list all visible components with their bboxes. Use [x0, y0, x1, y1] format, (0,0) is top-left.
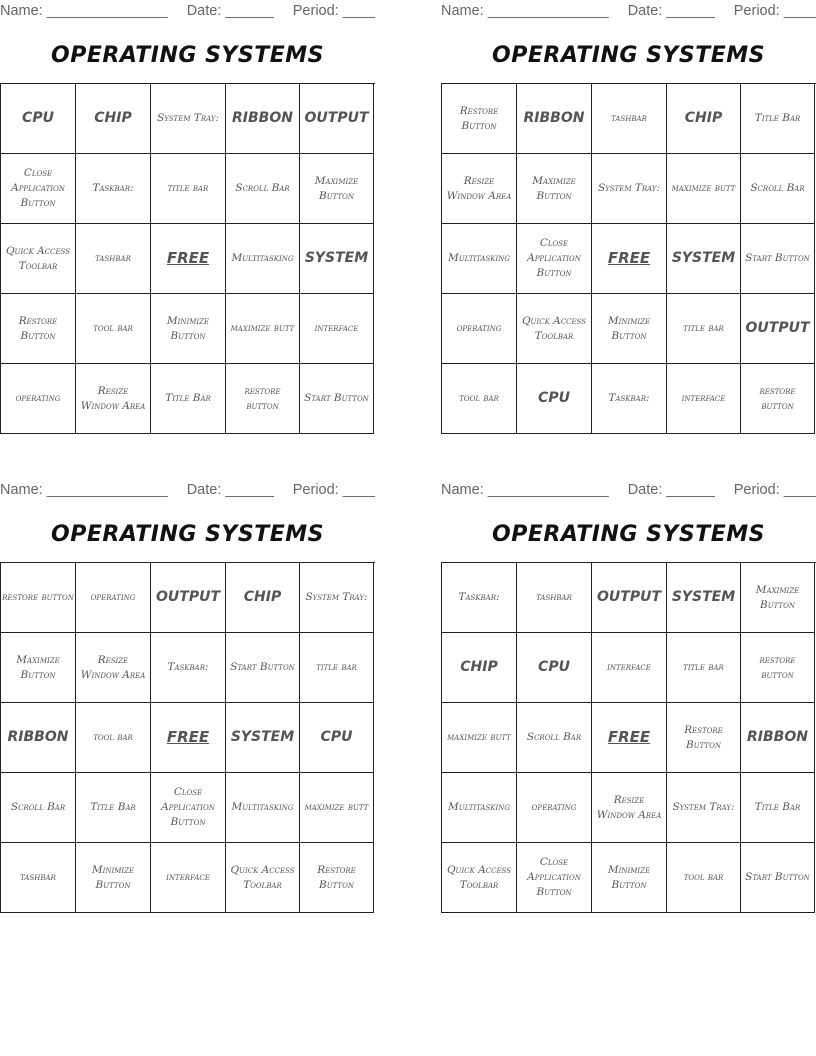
bingo-cell-label: tashbar	[536, 591, 572, 603]
bingo-cell	[1, 843, 76, 913]
bingo-cell-label: CHIP	[684, 110, 723, 126]
bingo-cell	[226, 364, 300, 434]
bingo-grid	[441, 83, 816, 434]
bingo-cell-label: Maximize Button	[314, 174, 359, 202]
name-field: Name: _______________	[0, 3, 168, 19]
student-info-line	[0, 479, 375, 501]
bingo-cell-label: RIBBON	[232, 110, 293, 126]
bingo-cell-label: Restore Button	[317, 863, 356, 891]
free-space	[151, 703, 226, 773]
bingo-cell	[76, 84, 151, 154]
bingo-cell	[592, 563, 667, 633]
bingo-cell	[592, 843, 667, 913]
bingo-cell-label: restore button	[2, 591, 74, 603]
bingo-cell	[741, 703, 815, 773]
bingo-cell-label: tool bar	[93, 731, 133, 743]
bingo-cell	[151, 633, 226, 703]
bingo-cell-label: Start Button	[745, 871, 810, 883]
bingo-cell-label: Close Application Button	[527, 856, 581, 898]
bingo-cell	[442, 843, 517, 913]
bingo-card	[0, 479, 375, 891]
bingo-cell	[300, 84, 374, 154]
bingo-cell-label: Resize Window Area	[80, 384, 146, 412]
bingo-cell-label: System Tray:	[156, 112, 220, 124]
bingo-cell	[1, 154, 76, 224]
bingo-cell-label: Multitasking	[447, 252, 510, 264]
bingo-cell-label: Minimize Button	[607, 863, 651, 891]
bingo-cell	[226, 224, 300, 294]
bingo-cell-label: Quick Access Toolbar	[446, 863, 512, 891]
date-field: Date: ______	[627, 3, 715, 19]
date-field: Date: ______	[627, 482, 715, 498]
bingo-cell-label: maximize butt	[230, 322, 295, 334]
bingo-cell	[517, 294, 592, 364]
bingo-cell	[517, 773, 592, 843]
bingo-cell-label: Quick Access Toolbar	[230, 863, 295, 891]
bingo-cell	[76, 773, 151, 843]
bingo-cell-label: operating	[90, 591, 136, 603]
bingo-cell-label: Restore Button	[459, 104, 499, 132]
bingo-cell	[592, 84, 667, 154]
bingo-cell-label: tashbar	[95, 252, 131, 264]
bingo-cell-label: Scroll Bar	[750, 182, 805, 194]
bingo-cell-label: Scroll Bar	[235, 182, 290, 194]
bingo-cell	[76, 364, 151, 434]
bingo-cell	[226, 703, 300, 773]
bingo-cell	[517, 633, 592, 703]
bingo-cell-label: CHIP	[243, 589, 282, 605]
bingo-cell	[741, 364, 815, 434]
bingo-cell-label: CPU	[320, 729, 353, 745]
bingo-cell-label: Taskbar:	[608, 392, 650, 404]
bingo-cell-label: Taskbar:	[92, 182, 134, 194]
bingo-cell-label: System Tray:	[305, 591, 368, 603]
bingo-cell	[667, 154, 741, 224]
bingo-cell	[76, 294, 151, 364]
bingo-cell	[1, 84, 76, 154]
bingo-cell-label: Close Application Button	[161, 786, 215, 828]
bingo-cell-label: Multitasking	[447, 801, 510, 813]
bingo-cell-label: maximize butt	[671, 182, 736, 194]
bingo-cell	[300, 154, 374, 224]
bingo-cell	[667, 364, 741, 434]
bingo-cell	[300, 703, 374, 773]
bingo-cell-label: Minimize Button	[607, 314, 651, 342]
free-space	[592, 703, 667, 773]
period-field: Period: ____	[292, 482, 375, 498]
bingo-cell	[517, 843, 592, 913]
bingo-cell-label: Quick Access Toolbar	[521, 314, 587, 342]
bingo-cell-label: interface	[681, 392, 726, 404]
bingo-cell-label: tool bar	[93, 322, 133, 334]
name-field: Name: _______________	[441, 482, 609, 498]
bingo-cell-label: Restore Button	[18, 314, 58, 342]
bingo-cell	[76, 703, 151, 773]
bingo-cell	[517, 703, 592, 773]
bingo-cell-label: interface	[314, 322, 359, 334]
bingo-cell	[741, 294, 815, 364]
bingo-grid	[0, 83, 375, 434]
bingo-cell-label: CPU	[538, 659, 570, 675]
bingo-cell	[741, 224, 815, 294]
bingo-cell-label: Minimize Button	[91, 863, 135, 891]
bingo-cell	[151, 773, 226, 843]
bingo-cell-label: Start Button	[745, 252, 810, 264]
student-info-line	[441, 479, 816, 501]
bingo-cell-label: SYSTEM	[671, 250, 736, 266]
bingo-cell-label: restore button	[244, 384, 281, 412]
bingo-cell	[667, 294, 741, 364]
bingo-cell-label: Close Application Button	[11, 167, 65, 209]
free-space-label: FREE	[607, 728, 651, 746]
bingo-cell	[517, 224, 592, 294]
bingo-cell	[592, 154, 667, 224]
bingo-cell	[1, 633, 76, 703]
bingo-cell	[300, 633, 374, 703]
bingo-cell-label: Scroll Bar	[526, 731, 582, 743]
bingo-cell-label: Title Bar	[165, 392, 211, 404]
bingo-cell	[1, 364, 76, 434]
free-space-label: FREE	[607, 249, 651, 267]
bingo-cell	[300, 563, 374, 633]
card-title: OPERATING SYSTEMS	[51, 43, 324, 68]
bingo-cell	[741, 633, 815, 703]
bingo-cell-label: Maximize Button	[532, 174, 576, 202]
bingo-cell	[76, 843, 151, 913]
bingo-cell	[151, 84, 226, 154]
card-title: OPERATING SYSTEMS	[492, 522, 765, 547]
bingo-cell-label: title bar	[683, 322, 724, 334]
bingo-cell	[226, 563, 300, 633]
bingo-cell-label: tashbar	[20, 871, 56, 883]
date-field: Date: ______	[186, 3, 274, 19]
bingo-cell	[741, 84, 815, 154]
bingo-cell-label: tool bar	[683, 871, 724, 883]
bingo-cell-label: interface	[607, 661, 651, 673]
bingo-cell	[741, 843, 815, 913]
bingo-cell	[517, 364, 592, 434]
bingo-cell	[300, 843, 374, 913]
bingo-cell	[151, 843, 226, 913]
card-title: OPERATING SYSTEMS	[51, 522, 324, 547]
student-info-line	[441, 0, 816, 22]
bingo-cell	[151, 294, 226, 364]
bingo-cell	[300, 224, 374, 294]
bingo-cell	[226, 843, 300, 913]
bingo-cell-label: maximize butt	[447, 731, 511, 743]
bingo-cell-label: OUTPUT	[597, 589, 661, 605]
bingo-cell-label: Title Bar	[754, 112, 801, 124]
bingo-cell-label: operating	[531, 801, 577, 813]
bingo-cell	[667, 703, 741, 773]
bingo-cell-label: SYSTEM	[230, 729, 295, 745]
bingo-cell	[1, 224, 76, 294]
bingo-cell	[76, 563, 151, 633]
bingo-cell	[226, 773, 300, 843]
bingo-cell-label: title bar	[316, 661, 357, 673]
bingo-cell-label: restore button	[759, 384, 796, 412]
bingo-cell	[517, 154, 592, 224]
bingo-card	[441, 479, 816, 898]
free-space	[592, 224, 667, 294]
bingo-cell	[442, 633, 517, 703]
bingo-cell	[741, 154, 815, 224]
bingo-cell-label: RIBBON	[747, 729, 808, 745]
bingo-cell	[1, 773, 76, 843]
bingo-cell-label: tool bar	[459, 392, 499, 404]
bingo-grid	[441, 562, 816, 913]
bingo-cell	[76, 633, 151, 703]
bingo-cell-label: Close Application Button	[527, 237, 581, 279]
bingo-card	[0, 0, 375, 412]
bingo-cell	[1, 563, 76, 633]
free-space	[151, 224, 226, 294]
name-field: Name: _______________	[0, 482, 168, 498]
bingo-cell	[667, 773, 741, 843]
bingo-cell	[592, 633, 667, 703]
bingo-cell	[741, 773, 815, 843]
bingo-card	[441, 0, 816, 412]
bingo-cell	[592, 773, 667, 843]
bingo-cell-label: tashbar	[611, 112, 647, 124]
bingo-cell-label: Resize Window Area	[596, 793, 662, 821]
bingo-cell	[517, 84, 592, 154]
bingo-cell	[76, 154, 151, 224]
bingo-cell	[667, 633, 741, 703]
bingo-cell-label: RIBBON	[7, 729, 69, 745]
bingo-cell	[667, 563, 741, 633]
bingo-cell	[76, 224, 151, 294]
bingo-cell-label: title bar	[167, 182, 209, 194]
bingo-grid	[0, 562, 375, 913]
bingo-cell	[151, 364, 226, 434]
bingo-cell	[592, 294, 667, 364]
bingo-cell-label: Multitasking	[231, 252, 294, 264]
date-field: Date: ______	[186, 482, 274, 498]
bingo-cell-label: RIBBON	[523, 110, 585, 126]
bingo-cell	[741, 563, 815, 633]
bingo-cell-label: Maximize Button	[16, 653, 60, 681]
bingo-cell-label: OUTPUT	[156, 589, 220, 605]
bingo-cell	[300, 294, 374, 364]
bingo-cell-label: interface	[166, 871, 210, 883]
bingo-cell	[442, 224, 517, 294]
bingo-cell	[667, 224, 741, 294]
bingo-cell-label: System Tray:	[672, 801, 735, 813]
bingo-cell-label: System Tray:	[597, 182, 661, 194]
bingo-cell-label: Title Bar	[90, 801, 136, 813]
bingo-cell	[226, 633, 300, 703]
card-title: OPERATING SYSTEMS	[492, 43, 765, 68]
bingo-cell-label: CHIP	[94, 110, 132, 126]
bingo-cell	[1, 703, 76, 773]
bingo-cell	[442, 364, 517, 434]
bingo-cell	[442, 563, 517, 633]
bingo-cell	[517, 563, 592, 633]
bingo-cell	[667, 843, 741, 913]
bingo-cell-label: operating	[456, 322, 502, 334]
free-space-label: FREE	[166, 249, 210, 267]
bingo-cell-label: maximize butt	[304, 801, 369, 813]
bingo-cell	[300, 364, 374, 434]
bingo-cell	[442, 773, 517, 843]
bingo-cell-label: Resize Window Area	[80, 653, 146, 681]
bingo-cell-label: SYSTEM	[304, 250, 369, 266]
name-field: Name: _______________	[441, 3, 609, 19]
bingo-cell-label: Multitasking	[231, 801, 294, 813]
bingo-cell	[442, 703, 517, 773]
bingo-cell-label: CPU	[22, 110, 54, 126]
bingo-cell	[442, 294, 517, 364]
bingo-cell	[1, 294, 76, 364]
bingo-cell-label: CHIP	[460, 659, 498, 675]
bingo-cell	[592, 364, 667, 434]
period-field: Period: ____	[733, 482, 816, 498]
bingo-cell-label: OUTPUT	[304, 110, 369, 126]
bingo-cell-label: Minimize Button	[166, 314, 210, 342]
period-field: Period: ____	[733, 3, 816, 19]
bingo-cell-label: Start Button	[304, 392, 369, 404]
bingo-cell-label: Restore Button	[684, 723, 723, 751]
bingo-cell	[151, 154, 226, 224]
bingo-cell-label: OUTPUT	[745, 320, 810, 336]
bingo-cell-label: Taskbar:	[167, 661, 209, 673]
bingo-cell	[667, 84, 741, 154]
bingo-cell	[300, 773, 374, 843]
bingo-cell-label: operating	[15, 392, 61, 404]
bingo-cell-label: Maximize Button	[755, 583, 800, 611]
bingo-cell-label: Resize Window Area	[446, 174, 512, 202]
bingo-cell-label: title bar	[683, 661, 724, 673]
bingo-cell	[226, 84, 300, 154]
bingo-cell-label: restore button	[759, 653, 796, 681]
bingo-cell-label: CPU	[538, 390, 570, 406]
student-info-line	[0, 0, 375, 22]
bingo-cell	[442, 84, 517, 154]
bingo-cell-label: Taskbar:	[458, 591, 500, 603]
free-space-label: FREE	[166, 728, 210, 746]
bingo-cell-label: Quick Access Toolbar	[5, 244, 71, 272]
period-field: Period: ____	[292, 3, 375, 19]
bingo-cell	[226, 154, 300, 224]
bingo-cell-label: SYSTEM	[671, 589, 736, 605]
bingo-cell	[226, 294, 300, 364]
bingo-cell	[442, 154, 517, 224]
bingo-cell-label: Scroll Bar	[10, 801, 66, 813]
bingo-cell-label: Title Bar	[754, 801, 801, 813]
bingo-cell-label: Start Button	[230, 661, 295, 673]
bingo-cell	[151, 563, 226, 633]
